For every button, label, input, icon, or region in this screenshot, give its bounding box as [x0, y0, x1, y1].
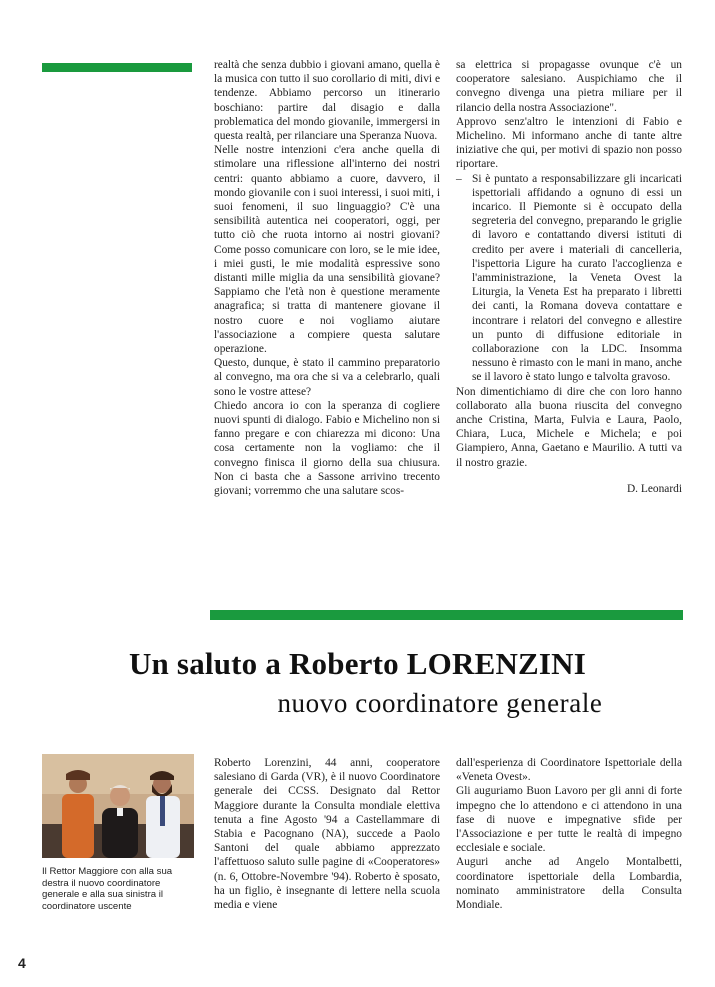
- top-article-column-1: [214, 58, 440, 498]
- article-title: Un saluto a Roberto LORENZINI: [128, 646, 587, 681]
- paragraph: Questo, dunque, è stato il cammino preparatorio al convegno, ma ora che si va a celebrarlo, quali sono le vostre attese?: [214, 357, 440, 398]
- author-signature: D. Leonardi: [626, 482, 682, 495]
- bottom-article-column-1: [214, 756, 440, 912]
- photo-caption: Il Rettor Maggiore con alla sua destra il nuovo coordinatore generale e alla sua sinistra il coordinatore uscente: [42, 866, 173, 912]
- paragraph: Approvo senz'altro le intenzioni di Fabio e Michelino. Mi informano anche di tante altre iniziative che qui, per motivi di spazio non posso riportare.: [456, 115, 682, 171]
- paragraph: Roberto Lorenzini, 44 anni, cooperatore salesiano di Garda (VR), è il nuovo Coordinatore generale dei CCSS. Designato dal Rettor Maggiore durante la Consulta mondiale elettiva tenuta a fine Agosto '94 a Castellammare di Stabia e Pacognano (NA), succede a Paolo Santoni del quale abbiamo apprezzato l'affettuoso saluto sulle pagine di «Cooperatores» (n. 6, Ottobre-Novembre '94). Roberto è sposato, ha un figlio, è insegnante di lettere nella scuola media e viene: [214, 757, 440, 912]
- paragraph: realtà che senza dubbio i giovani amano, quella è la musica con tutto il suo corollario di miti, divi e tendenze. Abbiamo percorso un itinerario boschiano: partire dal disagio e dalla problematica del mondo giovanile, immergersi in questa realtà, per rilanciare una Speranza Nuova.: [214, 59, 440, 143]
- paragraph: Gli auguriamo Buon Lavoro per gli anni di forte impegno che lo attendono e ci attendono in una fase di nuove e impegnative sfide per l'Associazione e per tutte le realtà di impegno ecclesiale e sociale.: [456, 785, 682, 855]
- paragraph: Nelle nostre intenzioni c'era anche quella di stimolare una riflessione all'interno dei nostri centri: quanto abbiamo a cuore, davvero, il mondo giovanile con i suoi interessi, i suoi miti, i suoi fenomeni, il suo linguaggio? C'è una sensibilità autentica nei cooperatori, oggi, per tutto ciò che ruota intorno ai nostri giovani? Come posso comunicare con loro, se le mie idee, i miei gusti, le mie modalità espressive sono distanti mille miglia da una sensibilità giovane? Sappiamo che l'età non è questione meramente anagrafica; si tratta di mantenere giovane il nostro cuore e noi vogliamo aiutare l'associazione a compiere questa salutare operazione.: [214, 144, 440, 356]
- paragraph: Auguri anche ad Angelo Montalbetti, coordinatore ispettoriale della Lombardia, nominato amministratore della Consulta Mondiale.: [456, 856, 682, 912]
- top-left-accent-bar: [42, 63, 192, 72]
- paragraph: sa elettrica si propagasse ovunque c'è un cooperatore salesiano. Auspichiamo che il convegno divenga una pietra miliare per il rilancio della nostra Associazione".: [456, 59, 682, 114]
- headline-accent-bar: [210, 610, 683, 620]
- photo-illustration: [42, 754, 194, 858]
- article-subtitle: nuovo coordinatore generale: [277, 688, 603, 718]
- paragraph: Chiedo ancora io con la speranza di cogliere nuovi spunti di dialogo. Fabio e Michelino non si fanno pregare e con chiarezza mi dicono: Una cosa certamente non la vogliamo: che il convegno finisca il giorno della sua chiusura. Non ci basta che a Sassone arrivino trecento giovani; vorremmo che una salutare scos-: [214, 399, 440, 498]
- paragraph: Non dimentichiamo di dire che con loro hanno collaborato alla buona riuscita del convegno anche Cristina, Marta, Fulvia e Laura, Paolo, Chiara, Luca, Michele e Michela; e poi Giampiero, Anna, Gaetano e Maurilio. A tutti va il nostro grazie.: [456, 385, 682, 469]
- top-article-column-2: [456, 58, 682, 496]
- bottom-article-column-2: [456, 756, 682, 912]
- paragraph: dall'esperienza di Coordinatore Ispettoriale della «Veneta Ovest».: [456, 757, 682, 784]
- list-item: – Si è puntato a responsabilizzare gli incaricati ispettoriali affidando a ognuno di essi un incarico. Il Piemonte si è occupato della segreteria del convegno, preparando le griglie di lavoro e contattando diversi istituti di credito per avere i materiali di cancelleria, l'ispettoria Ligure ha curato l'accoglienza e l'amministrazione, la Veneta Ovest la Liturgia, la Veneta Est ha preparato i libretti dei canti, la Romana doveva contattare e incontrare i relatori del convegno e allestire un punto di diffusione editoriale in collaborazione con la LDC. Insomma nessuno è rimasto con le mani in mano, anche se il lavoro è stato lungo e talvolta gravoso.: [456, 172, 682, 385]
- page-number: 4: [18, 955, 26, 971]
- group-photo: [42, 754, 194, 858]
